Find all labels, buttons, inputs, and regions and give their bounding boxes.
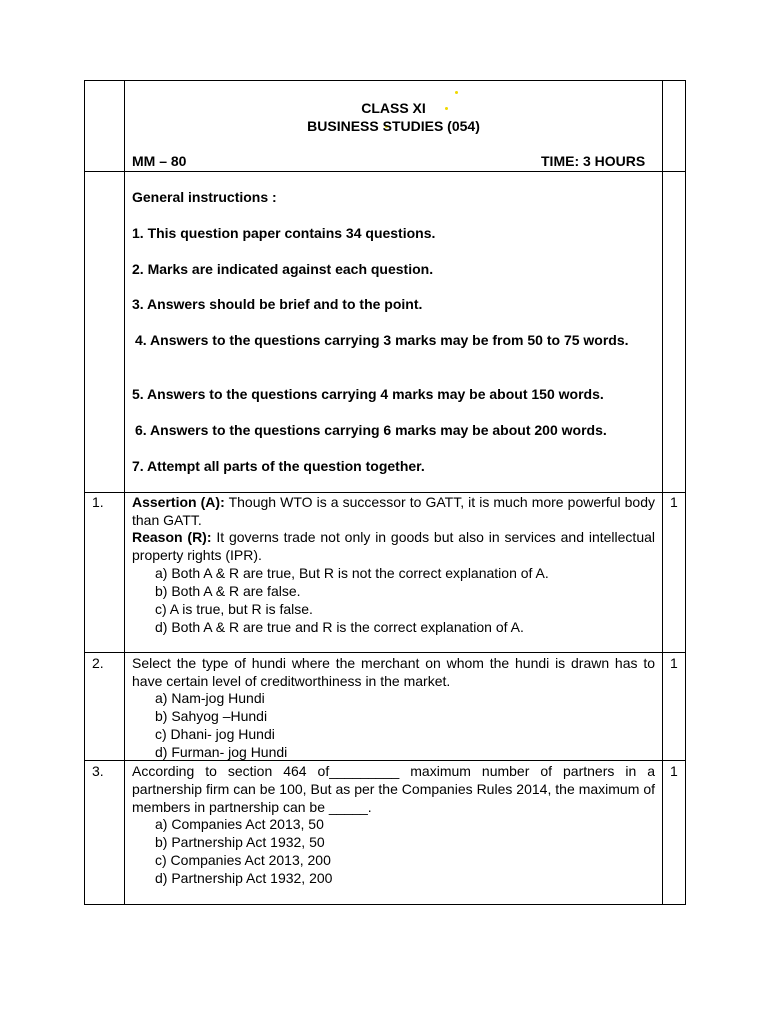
option-b: b) Sahyog –Hundi	[155, 708, 268, 724]
question-number: 2.	[92, 655, 104, 671]
option-c: c) A is true, but R is false.	[155, 601, 313, 617]
option-a: a) Nam-jog Hundi	[155, 690, 265, 706]
instruction-item: 6. Answers to the questions carrying 6 marks may be about 200 words.	[135, 422, 607, 438]
subject-title: BUSINESS STUDIES (054)	[307, 118, 480, 134]
question-reason	[132, 528, 655, 564]
question-assertion	[132, 493, 655, 529]
option-a: a) Both A & R are true, But R is not the correct explanation of A.	[155, 565, 549, 581]
option-b: b) Partnership Act 1932, 50	[155, 834, 325, 850]
option-c: c) Dhani- jog Hundi	[155, 726, 275, 742]
question-paper-table	[84, 80, 686, 905]
instructions-title: General instructions :	[132, 189, 277, 205]
instruction-item: 7. Attempt all parts of the question together.	[132, 458, 425, 474]
question-number: 3.	[92, 763, 104, 779]
instruction-item: 3. Answers should be brief and to the point.	[132, 296, 423, 312]
option-c: c) Companies Act 2013, 200	[155, 852, 331, 868]
instruction-item: 4. Answers to the questions carrying 3 marks may be from 50 to 75 words.	[135, 332, 629, 348]
row-divider	[85, 171, 685, 172]
instruction-item: 1. This question paper contains 34 questions.	[132, 225, 436, 241]
row-divider	[85, 652, 685, 653]
option-a: a) Companies Act 2013, 50	[155, 816, 324, 832]
question-marks: 1	[670, 655, 678, 671]
question-marks: 1	[670, 763, 678, 779]
reason-label: Reason (R):	[132, 529, 212, 545]
instruction-item: 5. Answers to the questions carrying 4 marks may be about 150 words.	[132, 386, 604, 402]
reason-text: It governs trade not only in goods but also in services and intellectual property rights (IPR).	[132, 529, 655, 563]
question-marks: 1	[670, 494, 678, 510]
option-d: d) Furman- jog Hundi	[155, 744, 288, 760]
assertion-label: Assertion (A):	[132, 494, 225, 510]
class-title: CLASS XI	[361, 100, 426, 116]
assertion-text: Though WTO is a successor to GATT, it is much more powerful body than GATT.	[132, 494, 656, 528]
decorative-dot	[455, 91, 458, 94]
question-text: According to section 464 of_________ maximum number of partners in a partnership firm can be 100, But as per the Companies Rules 2014, the maximum of members in partnership can be _____.	[132, 763, 655, 815]
option-d: d) Both A & R are true and R is the correct explanation of A.	[155, 619, 524, 635]
option-b: b) Both A & R are false.	[155, 583, 301, 599]
option-d: d) Partnership Act 1932, 200	[155, 870, 333, 886]
instruction-item: 2. Marks are indicated against each question.	[132, 261, 434, 277]
max-marks: MM – 80	[132, 153, 187, 169]
question-text: Select the type of hundi where the merchant on whom the hundi is drawn has to have certain level of creditworthiness in the market.	[132, 655, 655, 689]
time-allowed: TIME: 3 HOURS	[541, 153, 646, 169]
question-number: 1.	[92, 494, 104, 510]
